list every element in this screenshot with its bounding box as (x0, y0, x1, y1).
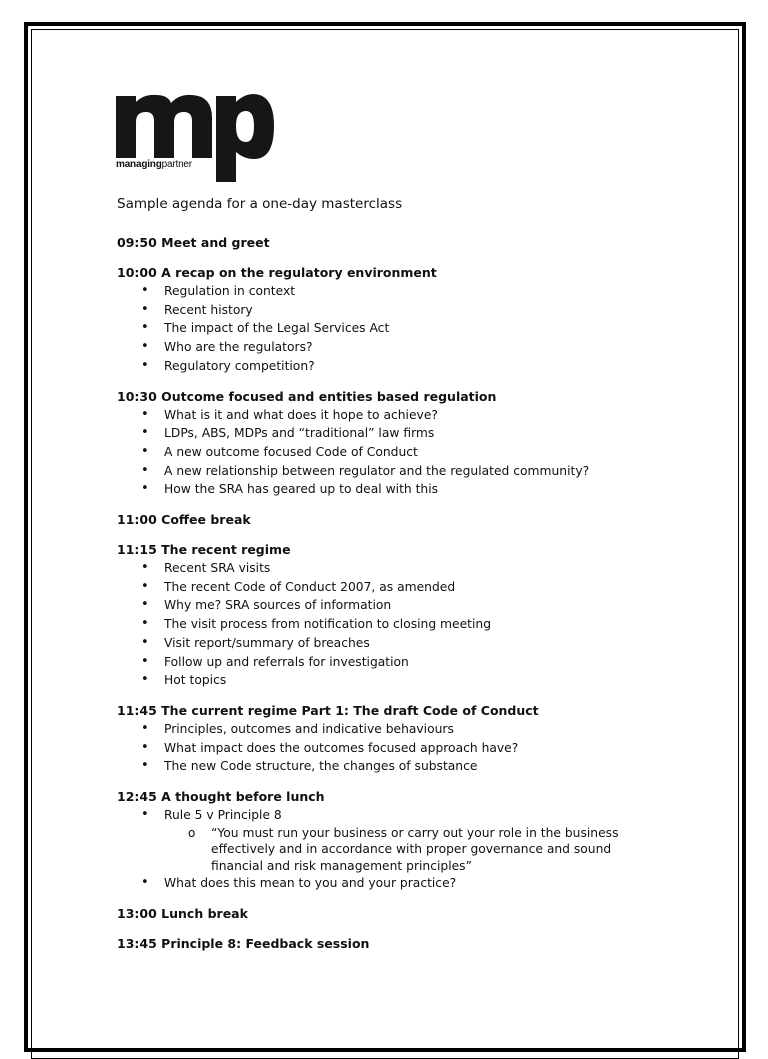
sub-bullet-icon: o (188, 825, 196, 840)
section-heading: 11:00 Coffee break (117, 512, 251, 528)
bullet-icon: • (141, 739, 149, 755)
bullet-list (117, 406, 677, 500)
bullet-icon: • (141, 443, 149, 459)
bullet-icon: • (141, 807, 149, 823)
bullet-icon: • (141, 462, 149, 478)
bullet-icon: • (141, 672, 149, 688)
page-title: Sample agenda for a one-day masterclass (117, 196, 403, 212)
bullet-icon: • (141, 301, 149, 317)
list-item: • The impact of the Legal Services Act (117, 319, 677, 338)
managing-partner-logo (116, 86, 276, 182)
section-heading: 09:50 Meet and greet (117, 235, 270, 250)
section-heading: 13:00 Lunch break (117, 905, 248, 921)
agenda-section (117, 234, 677, 252)
bullet-list (117, 559, 677, 690)
bullet-icon: • (141, 283, 149, 298)
agenda-section (117, 541, 677, 690)
agenda-section (117, 905, 677, 923)
bullet-icon: • (141, 406, 149, 422)
list-item: • Recent history (117, 301, 677, 320)
bullet-icon: • (141, 634, 149, 650)
bullet-icon: • (141, 320, 149, 336)
bullet-icon: • (141, 720, 149, 736)
section-heading: 12:45 A thought before lunch (117, 789, 325, 805)
bullet-icon: • (141, 425, 149, 441)
section-heading: 11:15 The recent regime (117, 542, 291, 558)
list-item: • How the SRA has geared up to deal with this (117, 480, 677, 499)
bullet-icon: • (141, 616, 149, 632)
bullet-icon: • (141, 875, 149, 891)
bullet-list (117, 806, 677, 893)
bullet-icon: • (141, 653, 149, 669)
bullet-icon: • (141, 481, 149, 497)
list-item: • The visit process from notification to closing meeting (117, 615, 677, 634)
sub-list-item: o “You must run your business or carry out your role in the business effectively and in accordance with proper governance and sound financial and risk management principles” (188, 825, 619, 873)
list-item: • Principles, outcomes and indicative behaviours (117, 720, 677, 739)
agenda-section (117, 511, 677, 529)
bullet-list (117, 720, 677, 776)
list-item: • A new outcome focused Code of Conduct (117, 443, 677, 462)
agenda-section (117, 702, 677, 776)
list-item: • Visit report/summary of breaches (117, 634, 677, 653)
list-item: • Recent SRA visits (117, 559, 677, 578)
bullet-icon: • (141, 357, 149, 373)
list-item: • A new relationship between regulator and the regulated community? (117, 462, 677, 481)
agenda-section (117, 935, 677, 953)
section-heading: 10:30 Outcome focused and entities based regulation (117, 388, 497, 404)
bullet-icon: • (141, 578, 149, 594)
list-item: • The recent Code of Conduct 2007, as amended (117, 578, 677, 597)
bullet-icon: • (141, 597, 149, 613)
section-heading: 10:00 A recap on the regulatory environment (117, 265, 437, 280)
list-item: • Regulatory competition? (117, 357, 677, 376)
bullet-icon: • (141, 758, 149, 774)
list-item: • Why me? SRA sources of information (117, 596, 677, 615)
logo-tagline: managingpartner (116, 159, 192, 170)
agenda-section (117, 788, 677, 893)
bullet-icon: • (141, 560, 149, 576)
section-heading: 13:45 Principle 8: Feedback session (117, 935, 370, 951)
list-item: • The new Code structure, the changes of substance (117, 757, 677, 776)
list-item: • LDPs, ABS, MDPs and “traditional” law firms (117, 424, 677, 443)
list-item: • Hot topics (117, 671, 677, 690)
list-item: • What impact does the outcomes focused approach have? (117, 739, 677, 758)
bullet-icon: • (141, 339, 149, 355)
list-item: • What is it and what does it hope to achieve? (117, 406, 677, 425)
section-heading: 11:45 The current regime Part 1: The draft Code of Conduct (117, 702, 539, 718)
agenda-section (117, 388, 677, 500)
agenda-document (117, 194, 677, 965)
list-item: • Regulation in context (117, 282, 677, 301)
list-item: • Follow up and referrals for investigation (117, 653, 677, 672)
list-item: • What does this mean to you and your practice? (117, 874, 724, 893)
list-item: • Who are the regulators? (117, 338, 677, 357)
agenda-section (117, 264, 677, 376)
list-item: • Rule 5 v Principle 8 o “You must run your business or carry out your role in the business effectively and in accordance with proper governance and sound financial and risk management principles” (117, 806, 677, 874)
sub-list (117, 825, 677, 875)
bullet-list (117, 282, 677, 376)
